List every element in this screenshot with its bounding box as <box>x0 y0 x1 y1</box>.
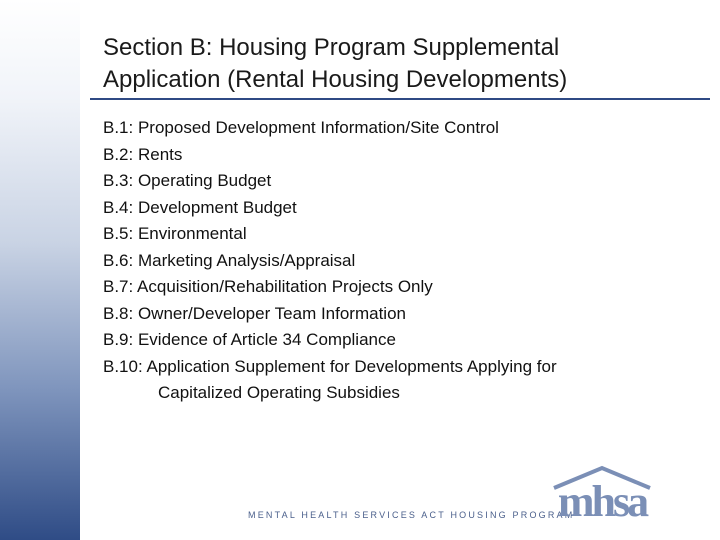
list-item-b10-text: B.10: Application Supplement for Developments Applying for <box>103 356 557 376</box>
list-item-b8: B.8: Owner/Developer Team Information <box>103 303 406 323</box>
list-item-b6: B.6: Marketing Analysis/Appraisal <box>103 250 356 270</box>
slide-title <box>103 32 703 96</box>
side-gradient-bar <box>0 0 80 540</box>
list-item-b2: B.2: Rents <box>103 144 183 164</box>
logo-wordmark: mhsa <box>557 477 647 526</box>
title-line-1: Section B: Housing Program Supplemental <box>103 34 560 61</box>
list-item-b1: B.1: Proposed Development Information/Site Control <box>103 118 499 137</box>
list-item-b7: B.7: Acquisition/Rehabilitation Projects Only <box>103 277 433 296</box>
list-item-b10-continuation: Capitalized Operating Subsidies <box>158 383 400 402</box>
list-item-b5: B.5: Environmental <box>103 224 247 243</box>
mhsa-logo <box>546 462 658 526</box>
list-item-b10 <box>103 354 703 407</box>
title-line-2: Application (Rental Housing Developments) <box>103 66 568 93</box>
list-item-b3: B.3: Operating Budget <box>103 171 272 190</box>
title-divider <box>90 98 710 100</box>
list-item-b9: B.9: Evidence of Article 34 Compliance <box>103 330 396 349</box>
section-list <box>103 115 703 407</box>
list-item-b4: B.4: Development Budget <box>103 197 297 217</box>
program-name: MENTAL HEALTH SERVICES ACT HOUSING PROGRAM <box>248 510 575 520</box>
